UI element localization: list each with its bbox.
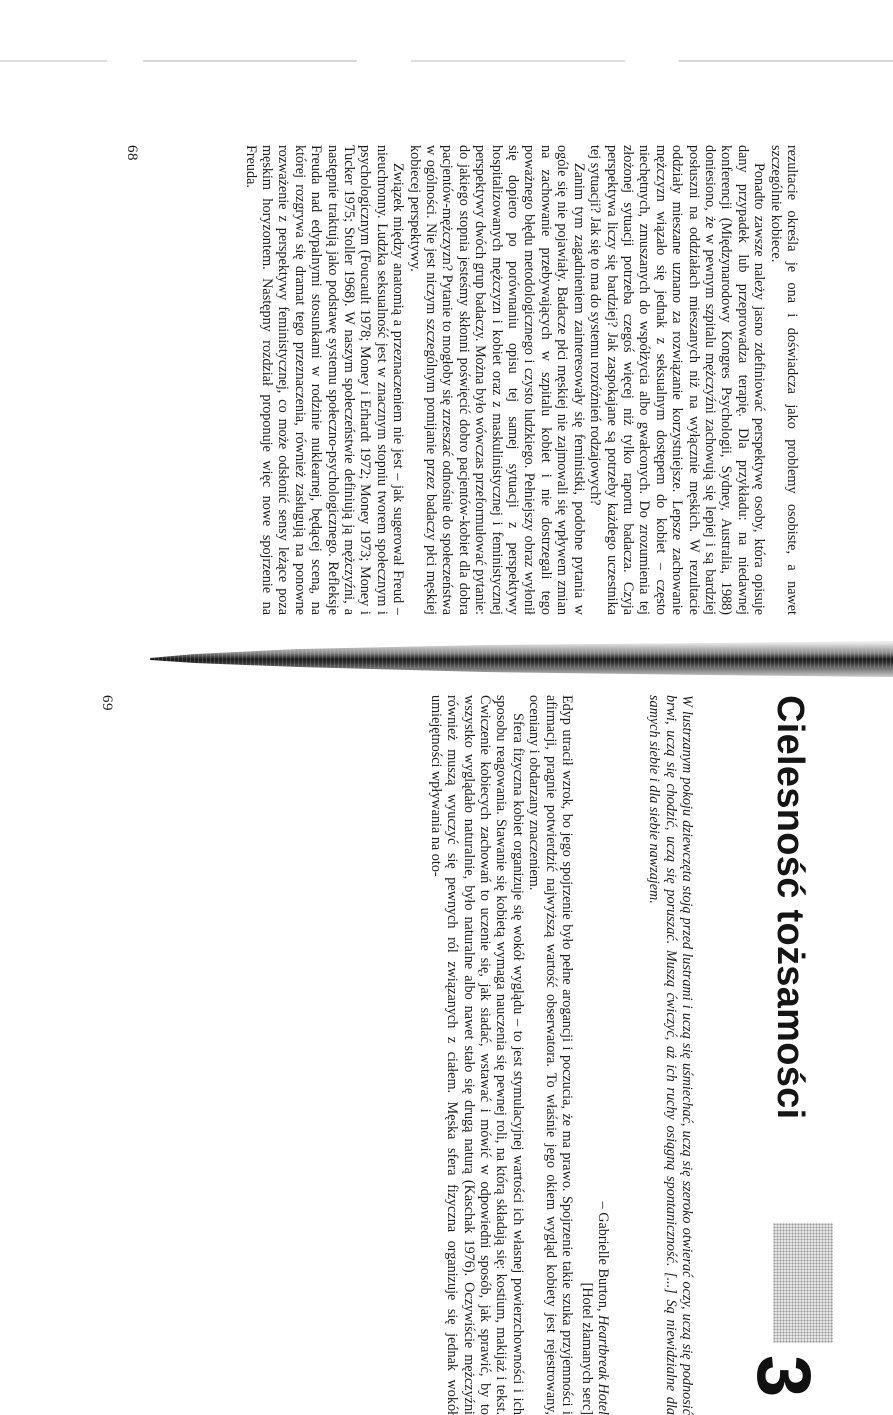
paragraph: Sfera fizyczna kobiet organizuje się wokół wyglądu – to jest stymulacyjnej wartości ich własnej powierzchowności i ich sposobu reagowania. Stawanie się kobietą wymaga nauczenia się pewnej roli, na którą składają się: kostium, makijaż i tekst. Ćwiczenie kobiecych zachowań to uczenie się, jak siadać, wstawać i mówić w odpowiedni sposób, jak sprawić, by to wszystko wyglądało naturalnie, było naturalne albo nawet stało się drugą naturą (Kaschak 1976). Oczywiście mężczyźni również muszą wyuczyć się pewnych ról związanych z ciałem. Męska sfera fizyczna organizuje się jednak wokół umiejętności wpływania na oto- <box>427 695 526 1415</box>
halftone-ornament <box>773 1223 833 1343</box>
epigraph-source <box>578 695 611 1415</box>
left-page <box>100 145 800 615</box>
epigraph: W lustrzanym pokoju dziewczęta stoją przed lustrami i uczą się uśmiechać, uczą się szeroko otwierać oczy, uczą się podnosić brwi, uczą się chodzić, uczą się poruszać. Muszą ćwiczyć, aż ich ruchy osiągną spontaniczność. [...] Są niewidzialne dla samych siebie i dla siebie nawzajem. <box>646 695 695 1415</box>
chapter-title: Cielesność tożsamości <box>769 695 811 1120</box>
book-spine-texture <box>150 650 893 668</box>
paragraph: rezultacie określa je ona i doświadcza jako problemy osobiste, a nawet szczególnie kobiece. <box>767 145 800 615</box>
epigraph-book-title: Heartbreak Hotel <box>595 1315 611 1415</box>
paragraph: Związek między anatomią a przeznaczeniem nie jest – jak sugerował Freud – nieuchronny. Ludzka seksualność jest w znacznym stopniu tworem społecznym i psychologicznym (Foucault 1978; Money i Erhardt 1972; Money 1973; Money i Tucker 1975; Stoller 1968). W naszym społeczeństwie definiują ją mężczyźni, a następnie traktują jako podstawę systemu społeczno-psychologicznego. Refleksje Freuda nad edypalnymi stosunkami w rodzinie nuklearnej, będącej sceną, na której rozgrywa się dramat tego przeznaczenia, również zasługują na ponowne rozważenie z perspektywy feministycznej, co może odsłonić sensy leżące poza męskim horyzontem. Następny rozdział proponuje więc nowe spojrzenie na Freuda. <box>242 145 407 615</box>
paragraph: Edyp utracił wzrok, bo jego spojrzenie było pełne arogancji i poczucia, że ma prawo. Spojrzenie takie szuka przyjemności i afirmacji, pragnie potwierdzić najwyższą wartość obserwatora. To właśnie jego okiem wygląd kobiety jest rejestrowany, oceniany i obdarzany znaczeniem. <box>526 695 575 1415</box>
paragraph: Zanim tym zagadnieniem zainteresowały się feministki, podobne pytania w ogóle się nie pojawiały. Badacze płci męskiej nie zajmowali się wpływem zmian na zachowanie przebywających w szpitalu kobiet i nie dostrzegali tego poważnego błędu metodologicznego i czysto ludzkiego. Pełniejszy obraz wyłonił się dopiero po porównaniu opisu tej samej sytuacji z perspektywy hospitalizowanych mężczyzn i kobiet oraz z maskulinistycznej i feministycznej perspektywy dwóch grup badaczy. Można było wówczas przeformułować pytanie: do jakiego stopnia jesteśmy skłonni poświęcić dobro pacjentów-kobiet dla dobra pacjentów-mężczyzn? Pytanie to mogłoby się zrzeszać odnośnie do społeczeństwa w ogólności. Nie jest niczym szczególnym pomijanie przez badaczy płci męskiej kobiecej perspektywy. <box>406 145 587 615</box>
epigraph-author: – Gabrielle Burton, <box>595 1201 611 1316</box>
right-page-body <box>427 695 575 1415</box>
scan-edge <box>0 60 893 62</box>
page-number: 69 <box>99 695 115 711</box>
epigraph-translation: [Hotel złamanych serc] <box>578 1282 595 1415</box>
paragraph: Ponadto zawsze należy jasno zdefiniować perspektywę osoby, która opisuje dany przypadek lub przeprowadza terapię. Dla przykładu: na niedawnej konferencji (Międzynarodowy Kongres Psychologii, Sydney, Australia, 1988) doniesiono, że w pewnym szpitalu mężczyźni zachowują się lepiej i są bardziej posłuszni na oddziałach mieszanych niż na wyłącznie męskich. W rezultacie oddziały mieszane uznano za rozwiązanie korzystniejsze. Lepsze zachowanie mężczyzn wiązało się jednak z seksualnym dostępem do kobiet – często niechętnych, zmuszanych do współżycia albo gwałconych. Do zrozumienia tej złożonej sytuacji potrzeba czegoś więcej niż tylko raportu badacza. Czyja perspektywa liczy się bardziej? Jak zaspokajane są potrzeby każdego uczestnika tej sytuacji? Jak się to ma do systemu rozróżnień rodzajowych? <box>587 145 768 615</box>
chapter-number: 3 <box>741 1355 826 1398</box>
chapter-heading <box>735 695 826 1415</box>
page-number: 68 <box>124 145 140 161</box>
right-page <box>95 695 826 1415</box>
left-page-body <box>242 145 800 615</box>
